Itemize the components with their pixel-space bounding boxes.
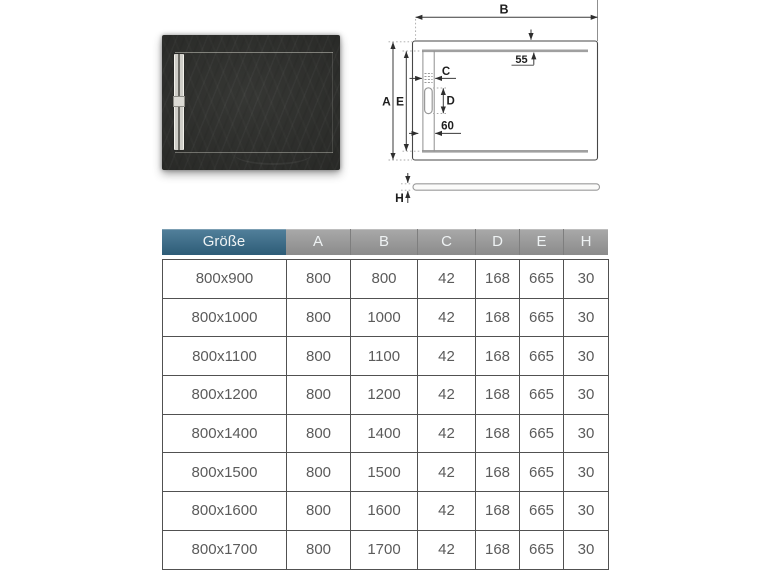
- table-row: [163, 337, 609, 376]
- table-cell: 1200: [351, 376, 418, 415]
- table-cell: 665: [520, 414, 564, 453]
- table-cell: 800: [287, 260, 351, 299]
- table-cell: 42: [418, 298, 476, 337]
- dim-label-d: D: [446, 95, 455, 108]
- table-cell: 30: [564, 492, 609, 531]
- dim-label-b: B: [499, 2, 509, 17]
- dim-label-c: C: [441, 65, 451, 78]
- tray-outline: [413, 41, 598, 160]
- product-photo: [162, 35, 340, 170]
- table-cell: 168: [476, 414, 520, 453]
- table-cell: 800x900: [163, 260, 287, 299]
- table-cell: 30: [564, 260, 609, 299]
- table-cell: 30: [564, 337, 609, 376]
- table-cell: 800x1400: [163, 414, 287, 453]
- table-cell: 1100: [351, 337, 418, 376]
- slate-texture-mark: [234, 143, 312, 165]
- dim-label-55: 55: [515, 54, 528, 66]
- table-cell: 665: [520, 337, 564, 376]
- table-cell: 1500: [351, 453, 418, 492]
- table-cell: 168: [476, 453, 520, 492]
- dimension-b: [416, 3, 598, 41]
- table-cell: 800: [287, 492, 351, 531]
- drain-strip: [174, 54, 184, 150]
- table-row: [163, 260, 609, 299]
- dim-label-e: E: [395, 94, 405, 109]
- col-header-h: H: [563, 229, 608, 255]
- table-row: [163, 298, 609, 337]
- table-cell: 800: [287, 414, 351, 453]
- tray-inner-edge-top: [175, 52, 333, 53]
- table-row: [163, 453, 609, 492]
- size-table-header: [162, 229, 608, 255]
- table-cell: 30: [564, 414, 609, 453]
- drain-fitting: [173, 96, 185, 107]
- table-cell: 800: [287, 337, 351, 376]
- table-cell: 1700: [351, 530, 418, 569]
- col-header-d: D: [475, 229, 519, 255]
- table-cell: 800x1700: [163, 530, 287, 569]
- table-cell: 800x1600: [163, 492, 287, 531]
- table-cell: 665: [520, 530, 564, 569]
- table-cell: 42: [418, 337, 476, 376]
- table-cell: 30: [564, 453, 609, 492]
- table-cell: 30: [564, 298, 609, 337]
- table-cell: 42: [418, 530, 476, 569]
- dimension-diagram: [378, 0, 610, 212]
- table-cell: 800: [287, 376, 351, 415]
- table-cell: 1600: [351, 492, 418, 531]
- size-table-body: [162, 259, 609, 570]
- table-cell: 800: [287, 453, 351, 492]
- side-view-drawing: [401, 184, 600, 190]
- tray-inner-edge-right: [332, 52, 333, 153]
- col-header-groesse: Größe: [162, 229, 286, 255]
- table-row: [163, 492, 609, 531]
- tray-side-profile: [413, 184, 600, 190]
- dimension-h: [395, 173, 408, 205]
- table-cell: 800: [287, 530, 351, 569]
- top-view-drawing: [413, 0, 598, 160]
- table-cell: 30: [564, 530, 609, 569]
- table-cell: 42: [418, 260, 476, 299]
- table-cell: 800x1000: [163, 298, 287, 337]
- table-cell: 42: [418, 414, 476, 453]
- table-cell: 665: [520, 453, 564, 492]
- table-row: [163, 530, 609, 569]
- table-cell: 800: [287, 298, 351, 337]
- dim-label-a: A: [382, 94, 391, 109]
- col-header-c: C: [417, 229, 475, 255]
- table-cell: 800x1500: [163, 453, 287, 492]
- table-cell: 168: [476, 492, 520, 531]
- col-header-e: E: [519, 229, 563, 255]
- drain-cover: [425, 88, 433, 114]
- table-cell: 665: [520, 260, 564, 299]
- table-cell: 1000: [351, 298, 418, 337]
- table-cell: 800x1100: [163, 337, 287, 376]
- table-cell: 30: [564, 376, 609, 415]
- table-cell: 665: [520, 492, 564, 531]
- table-cell: 800x1200: [163, 376, 287, 415]
- table-cell: 168: [476, 337, 520, 376]
- table-cell: 665: [520, 376, 564, 415]
- table-cell: 168: [476, 530, 520, 569]
- table-cell: 168: [476, 260, 520, 299]
- dim-label-h: H: [395, 191, 404, 205]
- table-cell: 800: [351, 260, 418, 299]
- table-row: [163, 376, 609, 415]
- table-cell: 42: [418, 453, 476, 492]
- size-table: [162, 229, 608, 570]
- dim-label-60: 60: [441, 120, 454, 133]
- table-row: [163, 414, 609, 453]
- table-cell: 168: [476, 376, 520, 415]
- table-cell: 42: [418, 492, 476, 531]
- col-header-a: A: [286, 229, 350, 255]
- col-header-b: B: [350, 229, 417, 255]
- table-cell: 42: [418, 376, 476, 415]
- table-cell: 665: [520, 298, 564, 337]
- table-cell: 1400: [351, 414, 418, 453]
- table-cell: 168: [476, 298, 520, 337]
